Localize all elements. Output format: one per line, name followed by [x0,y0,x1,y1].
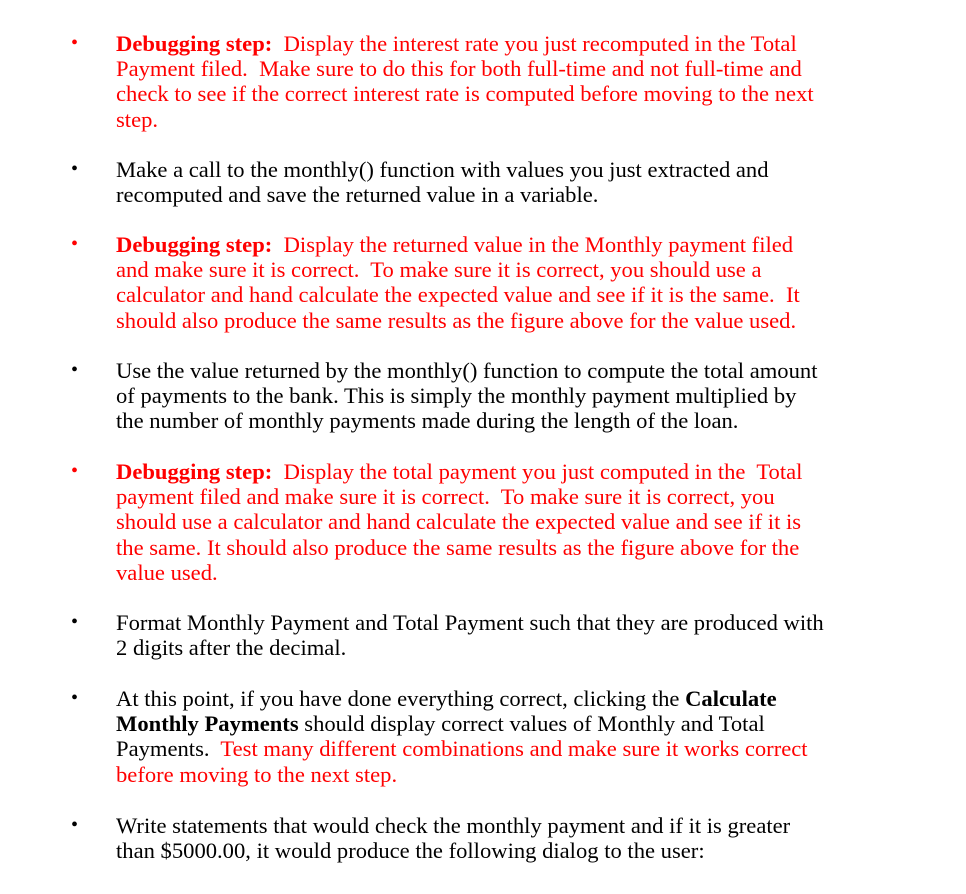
text-run: check to see if the correct interest rate is computed before moving to the next [116,81,814,107]
text-run: than $5000.00, it would produce the following dialog to the user: [116,838,705,864]
text-run: At this point, if you have done everything correct, clicking the [116,686,686,711]
text-line [116,736,916,761]
text-line [116,560,916,585]
text-line [116,157,916,182]
text-line [116,232,916,257]
bullet-debug-total-payment [71,459,916,585]
bullet-dot: • [71,233,79,255]
text-run: Display the interest rate you just recomputed in the Total [272,31,797,56]
text-line [116,459,916,484]
text-run: should use a calculator and hand calculate the expected value and see if it is [116,509,802,535]
text-run: Payments. [116,736,221,762]
text-line [116,535,916,560]
bold-text: Debugging step: [116,459,273,484]
text-run: payment filed and make sure it is correct. To make sure it is correct, you [116,484,775,510]
bold-text: Calculate [685,686,777,711]
bullet-dot: • [71,158,79,180]
text-run: of payments to the bank. This is simply the monthly payment multiplied by [116,383,797,409]
text-line [116,383,916,408]
text-run: and make sure it is correct. To make sure it is correct, you should use a [116,257,762,283]
bullet-dot: • [71,32,79,54]
bullet-debug-interest-rate [71,31,916,132]
text-line [116,610,916,635]
text-line [116,358,916,383]
text-line [116,257,916,282]
text-line [116,711,916,736]
text-line [116,81,916,106]
text-run: calculator and hand calculate the expected value and see if it is the same. It [116,282,800,308]
text-line [116,282,916,307]
text-run: Test many different combinations and make sure it works correct [220,736,808,762]
text-run: Payment filed. Make sure to do this for both full-time and not full-time and [116,56,802,82]
text-line [116,107,916,132]
text-line [116,838,916,863]
text-line [116,509,916,534]
text-line [116,484,916,509]
bullet-check-5000 [71,813,916,864]
text-run: should display correct values of Monthly and Total [298,711,765,737]
text-run: 2 digits after the decimal. [116,635,347,661]
text-line [116,762,916,787]
text-line [116,56,916,81]
text-run: the same. It should also produce the same results as the figure above for the [116,534,800,560]
bold-text: Monthly Payments [116,711,299,737]
text-line [116,813,916,838]
bullet-dot: • [71,687,79,709]
text-line [116,31,916,56]
text-run: value used. [116,559,218,585]
bullet-debug-monthly-payment [71,232,916,333]
bullet-test-calculate [71,686,916,787]
bullet-dot: • [71,611,79,633]
text-line [116,408,916,433]
text-run: step. [116,106,159,132]
text-run: before moving to the next step. [116,761,398,787]
text-run: Make a call to the monthly() function with values you just extracted and [116,157,769,182]
text-line [116,182,916,207]
bullet-call-monthly [71,157,916,208]
bullet-format-payments [71,610,916,661]
bold-text: Debugging step: [116,31,273,56]
text-line [116,635,916,660]
bullet-compute-total [71,358,916,434]
text-run: should also produce the same results as the figure above for the value used. [116,307,797,333]
text-run: Use the value returned by the monthly() function to compute the total amount [116,358,818,383]
text-run: Write statements that would check the monthly payment and if it is greater [116,813,791,838]
text-run: the number of monthly payments made during the length of the loan. [116,408,739,434]
bullet-dot: • [71,460,79,482]
bold-text: Debugging step: [116,232,273,257]
text-run: Display the returned value in the Monthly payment filed [272,232,794,257]
text-run: Display the total payment you just computed in the Total [272,459,803,484]
text-run: recomputed and save the returned value in a variable. [116,182,599,208]
text-run: Format Monthly Payment and Total Payment such that they are produced with [116,610,824,635]
bullet-dot: • [71,814,79,836]
text-line [116,308,916,333]
text-line [116,686,916,711]
bullet-dot: • [71,359,79,381]
